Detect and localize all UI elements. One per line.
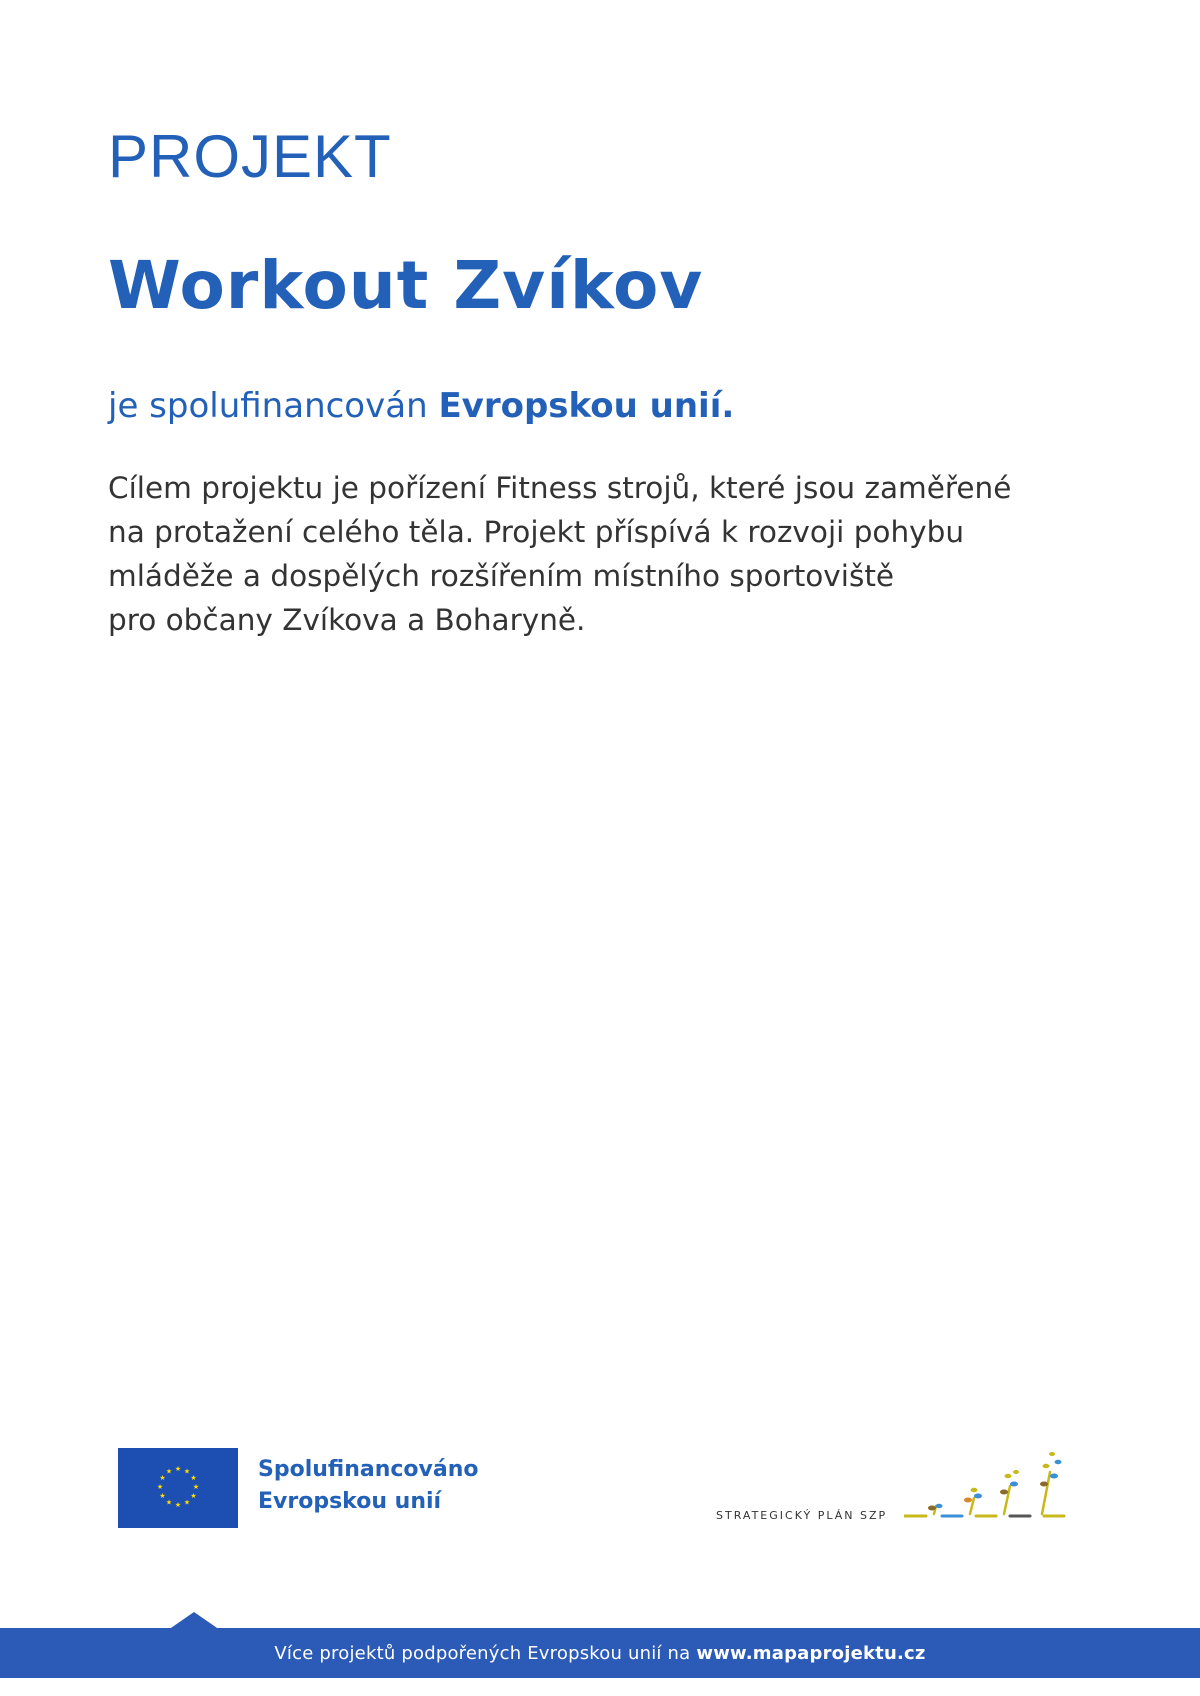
strategic-plan-logo-icon — [904, 1448, 1104, 1528]
description-line: Cílem projektu je pořízení Fitness strojů, které jsou zaměřené — [108, 471, 1012, 505]
eu-cofinance-logo-text — [258, 1454, 479, 1518]
svg-text:★: ★ — [174, 1465, 182, 1473]
cofinance-statement — [108, 386, 734, 426]
svg-text:★: ★ — [190, 1474, 197, 1482]
svg-text:★: ★ — [156, 1483, 164, 1491]
description-line: na protažení celého těla. Projekt příspívá k rozvoji pohybu — [108, 515, 965, 549]
svg-text:★: ★ — [165, 1498, 173, 1507]
footer-text: Více projektů podpořených Evropskou unií na — [274, 1642, 691, 1664]
description-line: pro občany Zvíkova a Boharyně. — [108, 603, 586, 637]
cofinance-emphasis: Evropskou unií. — [438, 386, 735, 426]
svg-text:★: ★ — [165, 1467, 173, 1476]
eu-flag-icon — [118, 1448, 238, 1528]
svg-text:★: ★ — [159, 1492, 166, 1500]
svg-text:★: ★ — [190, 1492, 197, 1500]
eu-logo-line: Evropskou unií — [258, 1489, 442, 1514]
project-description — [108, 466, 1108, 642]
footer-link[interactable]: www.mapaprojektu.cz — [696, 1642, 926, 1664]
project-title: Workout Zvíkov — [108, 247, 704, 324]
svg-text:★: ★ — [192, 1483, 200, 1491]
description-line: mláděže a dospělých rozšířením místního sportoviště — [108, 559, 895, 593]
eu-logo-line: Spolufinancováno — [258, 1457, 479, 1482]
svg-text:★: ★ — [183, 1498, 191, 1507]
cofinance-prefix: je spolufinancován — [108, 386, 428, 426]
svg-text:★: ★ — [174, 1501, 182, 1509]
strategic-plan-label: STRATEGICKÝ PLÁN SZP — [716, 1509, 888, 1522]
footer-banner — [0, 1628, 1200, 1678]
svg-text:★: ★ — [159, 1474, 166, 1482]
svg-text:★: ★ — [183, 1467, 191, 1476]
project-label: PROJEKT — [108, 123, 392, 190]
